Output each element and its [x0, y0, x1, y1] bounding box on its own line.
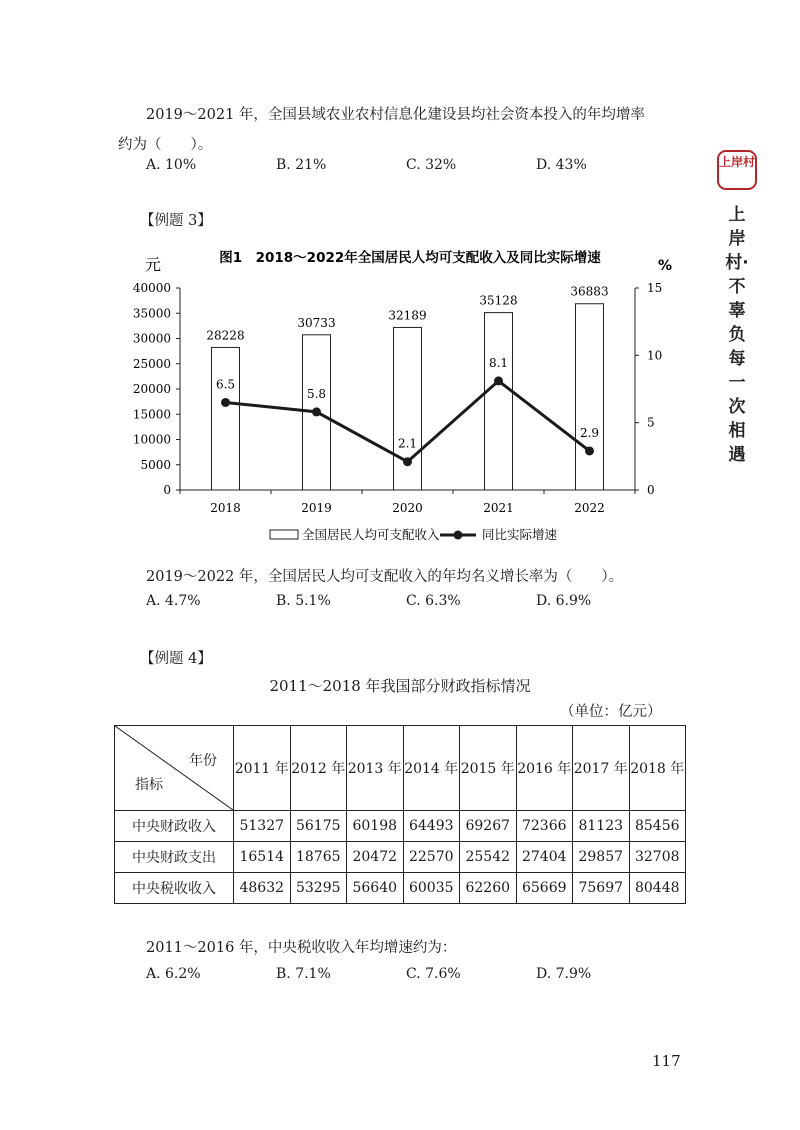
year-header: 2016 年: [516, 726, 573, 811]
brand-seal: 上岸村: [717, 150, 757, 190]
right-tick-label: 10: [647, 348, 663, 363]
table-cell: 48632: [234, 873, 291, 904]
finance-table: [114, 725, 686, 904]
income-bar: [576, 304, 604, 490]
growth-point: [312, 407, 321, 416]
table-cell: 72366: [516, 811, 573, 842]
left-tick-label: 0: [163, 483, 171, 497]
growth-point: [221, 398, 230, 407]
bar-value-label: 35128: [479, 293, 518, 308]
year-header: 2017 年: [573, 726, 630, 811]
year-header: 2015 年: [460, 726, 517, 811]
bar-value-label: 30733: [297, 315, 336, 330]
bar-value-label: 32189: [388, 308, 427, 323]
left-tick-label: 35000: [132, 306, 171, 321]
legend-line-label: 同比实际增速: [482, 527, 558, 542]
x-tick-label: 2021: [483, 501, 514, 515]
growth-value-label: 2.9: [579, 425, 600, 440]
income-bar: [212, 347, 240, 490]
question-2-line1: 2019～2021 年，全国县域农业农村信息化建设县均社会资本投入的年均增率: [146, 107, 645, 123]
table-cell: 16514: [234, 842, 291, 873]
row-header: 中央财政收入: [115, 811, 234, 842]
table-unit: （单位：亿元）: [560, 704, 662, 720]
x-tick-label: 2019: [301, 501, 332, 515]
table-cell: 53295: [290, 873, 347, 904]
row-header: 中央税收收入: [115, 873, 234, 904]
growth-value-label: 2.1: [397, 436, 418, 451]
option-d: D. 43%: [536, 157, 587, 173]
question-3: 2019～2022 年，全国居民人均可支配收入的年均名义增长率为（ ）。: [146, 569, 624, 585]
chart-title: 图1 2018～2022年全国居民人均可支配收入及同比实际增速: [219, 250, 601, 266]
growth-value-label: 5.8: [306, 386, 327, 401]
table-cell: 51327: [234, 811, 291, 842]
question-2: [118, 100, 708, 160]
table-cell: 20472: [347, 842, 404, 873]
income-bar: [485, 313, 513, 490]
left-tick-label: 25000: [132, 356, 171, 371]
table-caption: 2011～2018 年我国部分财政指标情况: [269, 677, 531, 695]
income-chart: [100, 238, 700, 553]
growth-value-label: 6.5: [215, 377, 236, 392]
right-tick-label: 5: [647, 415, 655, 430]
option-b: B. 7.1%: [276, 966, 331, 982]
question-4-options: [146, 966, 706, 988]
question-2-options: [146, 157, 706, 179]
option-d: D. 7.9%: [536, 966, 592, 982]
example-3-label: 【例题 3】: [140, 213, 212, 229]
year-header: 2013 年: [347, 726, 404, 811]
left-tick-label: 10000: [132, 432, 171, 447]
table-cell: 81123: [573, 811, 630, 842]
row-header: 中央财政支出: [115, 842, 234, 873]
corner-cell: [115, 726, 234, 811]
table-cell: 60035: [403, 873, 460, 904]
option-c: C. 6.3%: [406, 593, 461, 609]
right-axis-label: %: [658, 258, 673, 274]
growth-value-label: 8.1: [488, 355, 509, 370]
corner-indicator-label: 指标: [135, 777, 163, 793]
table-cell: 29857: [573, 842, 630, 873]
table-cell: 65669: [516, 873, 573, 904]
table-header-row: [115, 726, 686, 811]
growth-point: [494, 376, 503, 385]
option-a: A. 6.2%: [146, 966, 201, 982]
table-cell: 22570: [403, 842, 460, 873]
x-tick-label: 2020: [392, 501, 423, 515]
year-header: 2011 年: [234, 726, 291, 811]
table-row: [115, 842, 686, 873]
left-tick-label: 5000: [140, 457, 171, 472]
table-cell: 75697: [573, 873, 630, 904]
left-tick-label: 15000: [132, 407, 171, 422]
year-header: 2018 年: [629, 726, 686, 811]
year-header: 2012 年: [290, 726, 347, 811]
table-cell: 80448: [629, 873, 686, 904]
question-2-line2: 约为（ ）。: [118, 137, 213, 153]
growth-point: [585, 446, 594, 455]
table-cell: 64493: [403, 811, 460, 842]
growth-point: [403, 457, 412, 466]
left-tick-label: 30000: [132, 331, 171, 346]
bar-value-label: 28228: [206, 328, 245, 343]
question-4: 2011～2016 年，中央税收收入年均增速约为：: [146, 940, 457, 956]
corner-year-label: 年份: [189, 753, 217, 769]
table-cell: 27404: [516, 842, 573, 873]
table-cell: 56640: [347, 873, 404, 904]
legend-bar-swatch: [270, 530, 298, 539]
x-tick-label: 2018: [210, 501, 241, 515]
right-tick-label: 0: [647, 483, 655, 497]
option-c: C. 7.6%: [406, 966, 461, 982]
x-tick-label: 2022: [574, 501, 605, 515]
option-a: A. 4.7%: [146, 593, 201, 609]
table-row: [115, 811, 686, 842]
right-tick-label: 15: [647, 281, 663, 295]
option-d: D. 6.9%: [536, 593, 592, 609]
table-row: [115, 873, 686, 904]
year-header: 2014 年: [403, 726, 460, 811]
left-tick-label: 20000: [132, 382, 171, 396]
table-cell: 69267: [460, 811, 517, 842]
table-cell: 62260: [460, 873, 517, 904]
legend-bar-label: 全国居民人均可支配收入: [302, 527, 440, 542]
left-axis-label: 元: [145, 255, 162, 274]
option-a: A. 10%: [146, 157, 197, 173]
table-cell: 32708: [629, 842, 686, 873]
bar-value-label: 36883: [570, 284, 609, 299]
legend-line-marker: [454, 531, 463, 540]
table-cell: 18765: [290, 842, 347, 873]
table-cell: 60198: [347, 811, 404, 842]
question-3-options: [146, 593, 706, 615]
left-tick-label: 40000: [132, 281, 171, 295]
example-4-label: 【例题 4】: [140, 651, 212, 667]
option-b: B. 5.1%: [276, 593, 331, 609]
page-number: 117: [652, 1052, 681, 1070]
table-cell: 56175: [290, 811, 347, 842]
option-c: C. 32%: [406, 157, 457, 173]
table-cell: 25542: [460, 842, 517, 873]
option-b: B. 21%: [276, 157, 327, 173]
table-cell: 85456: [629, 811, 686, 842]
side-slogan: 上岸村·不辜负每一次相遇: [725, 205, 749, 465]
